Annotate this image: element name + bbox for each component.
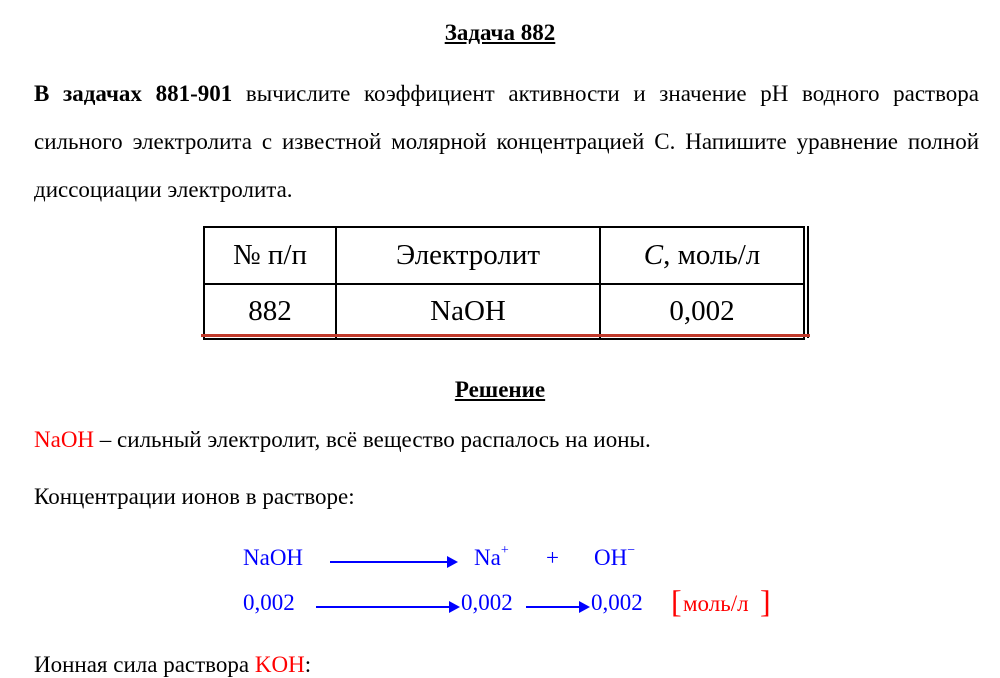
cell-number: 882 xyxy=(204,284,336,339)
eq1-left: NaOH xyxy=(243,545,304,570)
unit-bracket-open: [ xyxy=(671,583,682,619)
cell-concentration: 0,002 xyxy=(600,284,804,339)
formula-naoh: NaOH xyxy=(34,427,95,452)
eq1-arrow xyxy=(330,561,456,563)
data-table-wrap xyxy=(203,226,809,340)
eq1-ion1 xyxy=(474,545,509,571)
header-c-symbol: C xyxy=(643,239,664,271)
eq2-left: 0,002 xyxy=(243,590,295,615)
header-number: № п/п xyxy=(204,227,336,284)
solution-line-3 xyxy=(34,652,311,678)
intro-text: вычислите коэффициент активности и значение pH водного раствора сильного электролита с известной молярной концентрацией C. Напишите уравнение полной диссоциации электролита. xyxy=(34,81,979,202)
eq2-arrow-2 xyxy=(526,606,588,608)
intro-bold: В задачах 881-901 xyxy=(34,81,233,106)
header-c-unit: , моль/л xyxy=(663,239,761,271)
unit-label: моль/л xyxy=(683,591,749,616)
solution-line-1 xyxy=(34,427,651,453)
line3-colon: : xyxy=(304,652,312,677)
eq1-plus: + xyxy=(546,545,559,570)
line3-text: Ионная сила раствора xyxy=(34,652,255,677)
ion-na: Na xyxy=(474,545,501,570)
cell-electrolyte: NaOH xyxy=(336,284,600,339)
solution-title: Решение xyxy=(454,377,546,402)
intro-paragraph xyxy=(34,70,979,214)
line1-text: – сильный электролит, всё вещество распалось на ионы. xyxy=(94,427,651,452)
unit-bracket-close: ] xyxy=(760,583,771,619)
eq2-right: 0,002 xyxy=(591,590,643,615)
solution-line-2: Концентрации ионов в растворе: xyxy=(34,484,355,509)
data-table xyxy=(203,226,805,340)
ion-oh-charge: − xyxy=(627,543,636,558)
table-red-rule xyxy=(201,334,810,337)
eq2-mid: 0,002 xyxy=(461,590,513,615)
ion-na-charge: + xyxy=(500,543,509,558)
header-electrolyte: Электролит xyxy=(336,227,600,284)
formula-koh: KOH xyxy=(254,652,305,677)
table-row xyxy=(204,284,804,339)
task-title: Задача 882 xyxy=(444,20,556,45)
eq2-arrow-1 xyxy=(316,606,458,608)
ion-oh: OH xyxy=(594,545,628,570)
header-concentration xyxy=(600,227,804,284)
eq1-ion2 xyxy=(594,545,635,571)
table-header-row xyxy=(204,227,804,284)
